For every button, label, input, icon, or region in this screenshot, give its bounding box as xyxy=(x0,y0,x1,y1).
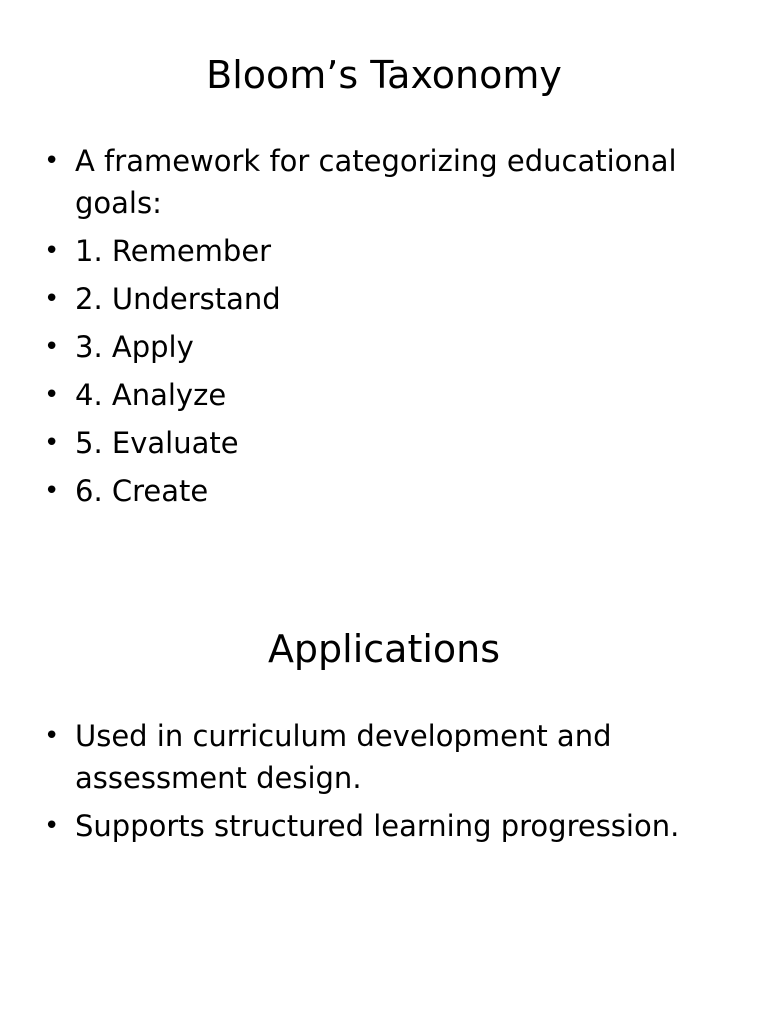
bullet-text: 4. Analyze xyxy=(75,378,227,412)
bullet-text: 3. Apply xyxy=(75,330,194,364)
bullet-text: 6. Create xyxy=(75,474,209,508)
bullet-text: Supports structured learning progression. xyxy=(75,809,680,843)
bullet-item xyxy=(44,140,684,224)
bullet-icon: • xyxy=(44,428,60,458)
bullet-item xyxy=(44,326,684,368)
slide-title: Bloom’s Taxonomy xyxy=(206,53,562,97)
bullet-item xyxy=(44,230,684,272)
bullet-text: 5. Evaluate xyxy=(75,426,239,460)
bullet-icon: • xyxy=(44,146,60,176)
bullet-item xyxy=(44,374,684,416)
slide-applications xyxy=(0,576,768,1024)
bullet-item xyxy=(44,470,684,512)
bullet-icon: • xyxy=(44,380,60,410)
bullet-icon: • xyxy=(44,236,60,266)
bullet-icon: • xyxy=(44,811,60,841)
bullet-list xyxy=(44,140,684,518)
bullet-text: 1. Remember xyxy=(75,234,272,268)
bullet-item xyxy=(44,422,684,464)
bullet-item xyxy=(44,805,684,847)
bullet-icon: • xyxy=(44,284,60,314)
bullet-item xyxy=(44,715,684,799)
bullet-icon: • xyxy=(44,332,60,362)
bullet-text: A framework for categorizing educational goals: xyxy=(75,144,677,220)
bullet-icon: • xyxy=(44,476,60,506)
slide-title: Applications xyxy=(267,627,501,671)
bullet-icon: • xyxy=(44,721,60,751)
bullet-list xyxy=(44,715,684,853)
bullet-text: Used in curriculum development and assessment design. xyxy=(75,719,612,795)
bullet-item xyxy=(44,278,684,320)
bullet-text: 2. Understand xyxy=(75,282,281,316)
